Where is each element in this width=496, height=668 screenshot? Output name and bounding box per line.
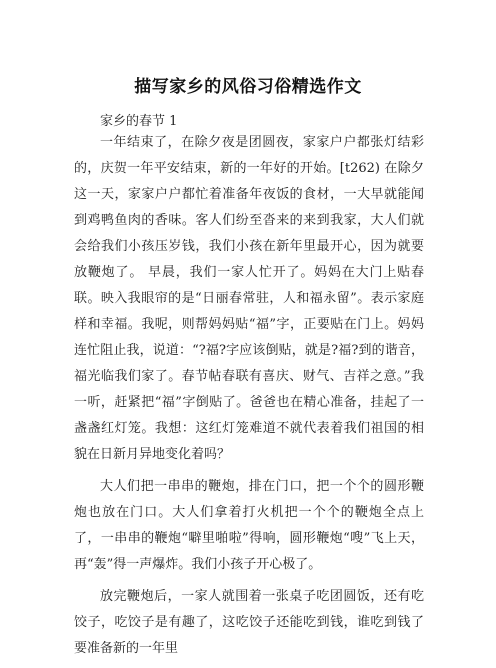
document-title: 描写家乡的风俗习俗精选作文 xyxy=(134,77,362,97)
paragraph: 一年结束了，在除夕夜是团圆夜，家家户户都张灯结彩的，庆贺一年平安结束，新的一年好的开始。[t262) 在除夕这一天，家家户户都忙着准备年夜饭的食材，一大早就能闻到鸡鸭鱼肉的香味。客人们纷至沓来的来到我家，大人们就会给我们小孩压岁钱，我们小孩在新年里最开心，因为就要放鞭炮了。 早晨，我们一家人忙开了。妈妈在大门上贴春联。映入我眼帘的是“日丽春常驻，人和福永留”。表示家庭样和幸福。我呢，则帮妈妈贴“福”字，正要贴在门上。妈妈连忙阻止我，说道：“?福?字应该倒贴，就是?福?到的谐音，福光临我们家了。春节帖春联有喜庆、财气、吉祥之意。”我一听，赶紧把“福”字倒贴了。爸爸也在精心准备，挂起了一盏盏红灯笼。我想：这红灯笼难道不就代表着我们祖国的相貌在日新月异地变化着吗？ xyxy=(74,135,424,462)
body-text xyxy=(74,130,424,668)
paragraph: 放完鞭炮后，一家人就围着一张桌子吃团圆饭，还有吃饺子，吃饺子是有趣了，这吃饺子还能吃到钱，谁吃到钱了要准备新的一年里 xyxy=(74,589,424,656)
section-subheading: 家乡的春节 1 xyxy=(100,114,178,129)
paragraph: 大人们把一串串的鞭炮，排在门口，把一个个的圆形鞭炮也放在门口。大人们拿着打火机把一个个的鞭炮全点上了，一串串的鞭炮“噼里啪啦”得响，圆形鞭炮“嗖”飞上天，再“轰”得一声爆炸。我们小孩子开心极了。 xyxy=(74,479,424,572)
